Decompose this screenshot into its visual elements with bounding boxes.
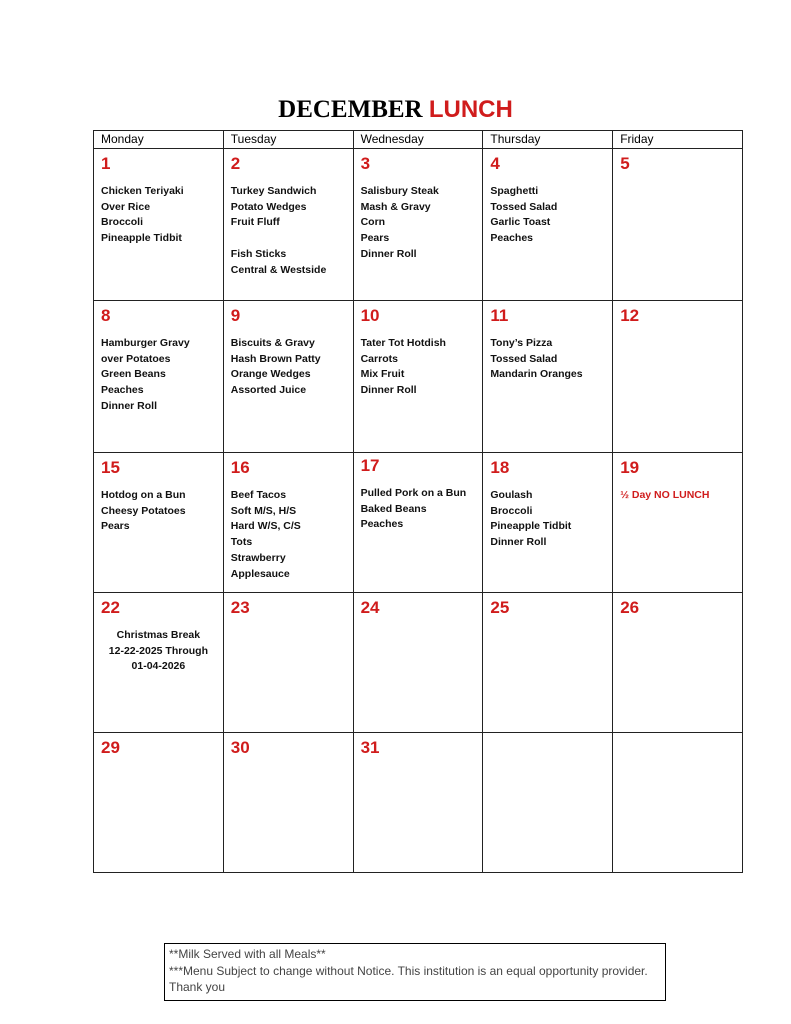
- menu-item: over Potatoes: [101, 352, 171, 365]
- menu-item: Over Rice: [101, 200, 151, 213]
- menu-item: Pineapple Tidbit: [101, 232, 182, 245]
- footer-milk-note: **Milk Served with all Meals**: [169, 947, 326, 961]
- menu-item: Broccoli: [490, 504, 533, 517]
- day-number: 2: [230, 154, 241, 173]
- menu-item: Pears: [101, 520, 130, 533]
- day-number: 15: [101, 458, 120, 477]
- day-number: [490, 738, 612, 768]
- page-title: [0, 96, 791, 124]
- menu-item: Tossed Salad: [490, 352, 558, 365]
- menu-item: Biscuits & Gravy: [230, 337, 315, 349]
- day-cell: [483, 149, 613, 301]
- day-number: 31: [360, 738, 380, 757]
- menu-item: Garlic Toast: [490, 216, 551, 229]
- day-number: 11: [490, 306, 509, 325]
- menu-item: Pulled Pork on a Bun: [360, 487, 467, 499]
- menu-item: Broccoli: [101, 216, 144, 229]
- footer-note: [164, 943, 666, 1001]
- weekday-thursday: Thursday: [483, 131, 613, 149]
- day-number: [620, 738, 742, 768]
- day-number: 3: [360, 154, 371, 173]
- menu-item: Christmas Break: [116, 629, 201, 641]
- menu-item: Peaches: [360, 518, 404, 531]
- day-cell: [223, 149, 353, 301]
- menu-item: Dinner Roll: [360, 384, 417, 397]
- menu-item: Tossed Salad: [490, 200, 558, 213]
- menu-item: 01-04-2026: [131, 660, 186, 673]
- weekday-monday: Monday: [94, 131, 224, 149]
- menu-item: Hash Brown Patty: [230, 352, 321, 365]
- menu-item: Chicken Teriyaki: [101, 185, 184, 197]
- menu-item: Pineapple Tidbit: [490, 520, 572, 533]
- menu-item: Mix Fruit: [360, 368, 405, 381]
- day-number: 29: [101, 738, 120, 757]
- day-cell: [483, 453, 613, 593]
- menu-item: Soft M/S, H/S: [230, 504, 297, 517]
- day-cell: [613, 733, 743, 873]
- day-cell: [223, 593, 353, 733]
- day-cell: [483, 593, 613, 733]
- weekday-tuesday: Tuesday: [223, 131, 353, 149]
- menu-item: Cheesy Potatoes: [101, 504, 186, 517]
- menu-item: Spaghetti: [490, 185, 539, 197]
- day-cell: [223, 301, 353, 453]
- menu-item: Green Beans: [101, 368, 166, 381]
- day-cell: [223, 453, 353, 593]
- day-number: 22: [101, 598, 120, 617]
- lunch-calendar: [93, 130, 743, 873]
- day-cell: [94, 301, 224, 453]
- week-row: [94, 733, 743, 873]
- menu-item: ½ Day NO LUNCH: [620, 489, 710, 501]
- day-number: 24: [360, 598, 380, 617]
- menu-item: Mash & Gravy: [360, 200, 431, 213]
- menu-item: Mandarin Oranges: [490, 368, 583, 381]
- menu-item: Corn: [360, 216, 386, 229]
- menu-item: Hotdog on a Bun: [101, 489, 186, 501]
- day-cell: [94, 149, 224, 301]
- menu-item: Central & Westside: [230, 263, 327, 276]
- menu-item: Salisbury Steak: [360, 185, 439, 197]
- menu-item: Hamburger Gravy: [101, 337, 190, 349]
- day-number: 1: [101, 154, 111, 173]
- menu-item: Peaches: [490, 232, 534, 245]
- day-number: 9: [230, 306, 241, 325]
- day-number: 19: [620, 458, 640, 477]
- menu-item: Turkey Sandwich: [230, 185, 317, 197]
- day-cell: [353, 453, 483, 593]
- menu-item: Baked Beans: [360, 502, 427, 515]
- menu-item: Applesauce: [230, 567, 290, 580]
- day-cell: [223, 733, 353, 873]
- weekday-friday: Friday: [613, 131, 743, 149]
- menu-item: Tots: [230, 536, 253, 549]
- menu-item: Tater Tot Hotdish: [360, 337, 446, 349]
- weekday-header-row: [94, 131, 743, 149]
- day-cell: [94, 593, 224, 733]
- day-number: 25: [490, 598, 510, 617]
- day-cell: [613, 593, 743, 733]
- menu-item: Assorted Juice: [230, 384, 307, 397]
- menu-item: Goulash: [490, 489, 533, 501]
- week-row: [94, 149, 743, 301]
- menu-item: Orange Wedges: [230, 368, 311, 381]
- menu-item: Fish Sticks: [230, 247, 287, 260]
- day-number: 10: [360, 306, 380, 325]
- menu-item: Fruit Fluff: [230, 216, 280, 229]
- menu-item: Dinner Roll: [101, 399, 158, 412]
- menu-item: Potato Wedges: [230, 200, 307, 213]
- menu-item: Carrots: [360, 352, 398, 365]
- menu-item: Peaches: [101, 384, 144, 397]
- day-number: 5: [620, 154, 630, 173]
- day-cell: [94, 733, 224, 873]
- day-number: 17: [360, 456, 380, 475]
- week-row: [94, 453, 743, 593]
- menu-item: Beef Tacos: [230, 489, 287, 501]
- day-cell: [353, 733, 483, 873]
- day-number: 16: [230, 458, 250, 477]
- day-number: 8: [101, 306, 111, 325]
- title-lunch: LUNCH: [428, 96, 513, 123]
- day-number: 26: [620, 598, 640, 617]
- footer-disclaimer: ***Menu Subject to change without Notice. This institution is an equal opportunity provider. Thank you: [169, 963, 648, 994]
- day-cell: [353, 149, 483, 301]
- menu-item: [231, 231, 353, 247]
- menu-item: Pears: [360, 232, 390, 245]
- day-cell: [483, 733, 613, 873]
- day-number: 4: [490, 154, 500, 173]
- week-row: [94, 593, 743, 733]
- day-cell: [483, 301, 613, 453]
- day-number: 18: [490, 458, 510, 477]
- day-number: 23: [230, 598, 250, 617]
- day-cell: [613, 149, 743, 301]
- menu-item: Dinner Roll: [490, 536, 547, 549]
- weekday-wednesday: Wednesday: [353, 131, 483, 149]
- title-month: DECEMBER: [278, 96, 423, 123]
- day-cell: [613, 301, 743, 453]
- menu-item: 12-22-2025 Through: [108, 644, 208, 657]
- week-row: [94, 301, 743, 453]
- menu-item: Hard W/S, C/S: [230, 520, 301, 533]
- day-cell: [94, 453, 224, 593]
- day-cell: [613, 453, 743, 593]
- menu-item: Strawberry: [230, 551, 286, 564]
- menu-item: Tony’s Pizza: [490, 337, 553, 349]
- day-number: 12: [620, 306, 640, 325]
- menu-item: Dinner Roll: [360, 247, 417, 260]
- day-number: 30: [230, 738, 250, 757]
- day-cell: [353, 593, 483, 733]
- day-cell: [353, 301, 483, 453]
